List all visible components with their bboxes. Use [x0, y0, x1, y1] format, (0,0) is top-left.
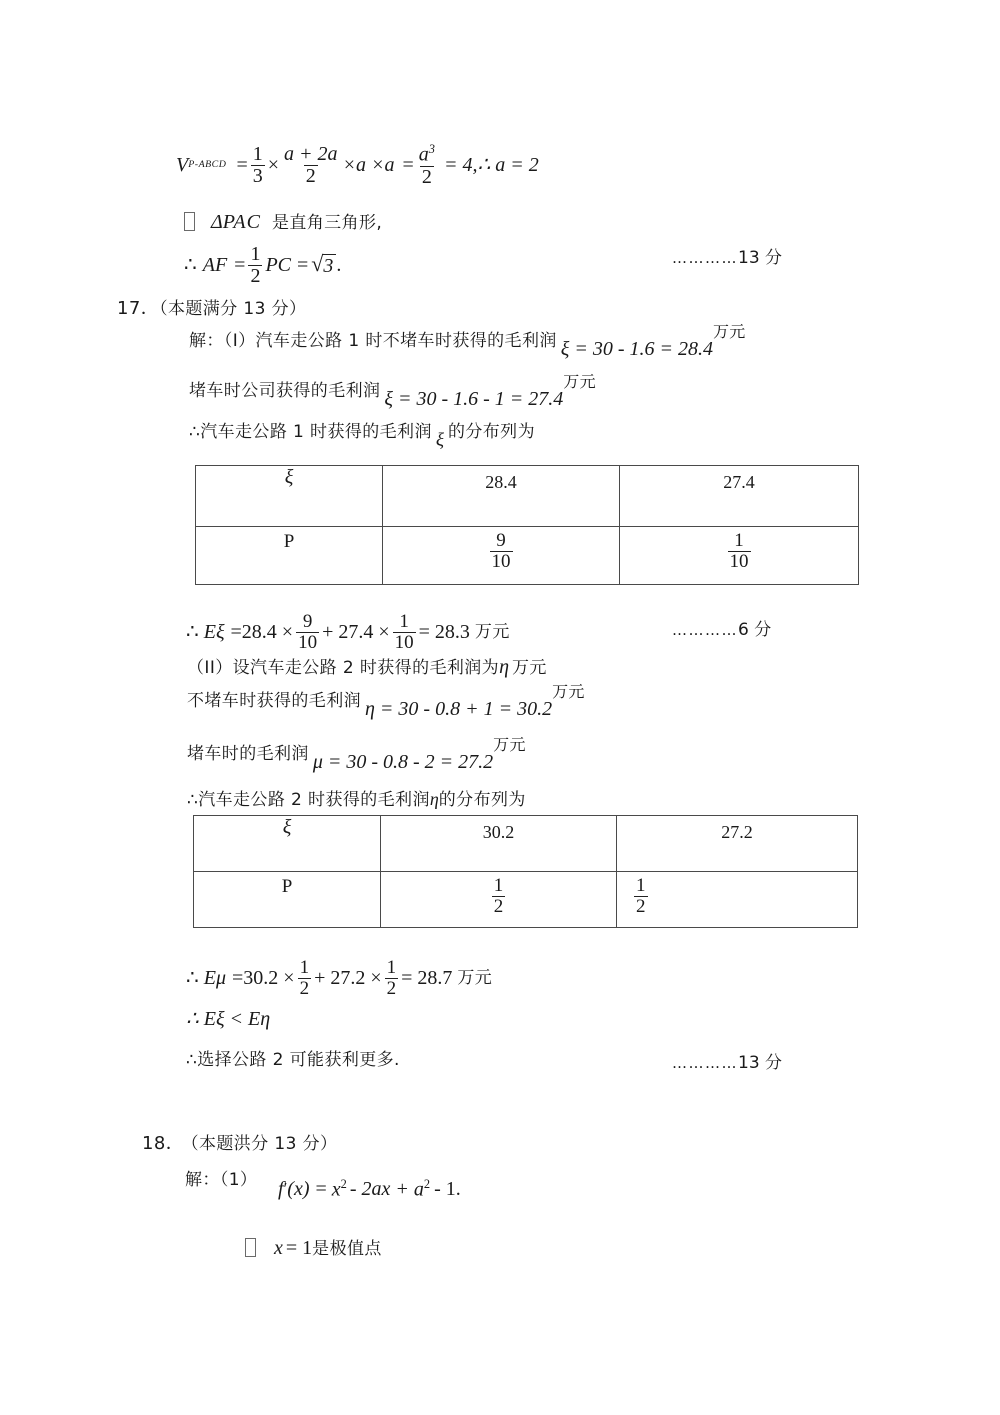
table-row: [196, 527, 859, 585]
table1-row1-cell1: 28.4: [383, 466, 620, 527]
part2-unit: 万元: [512, 658, 547, 678]
fraction-a-cubed-over-2: $\frac{a^3}{2}$: [418, 142, 435, 189]
triangle-symbol: Δ: [211, 211, 223, 233]
fraction-1-2-b: $\frac{1}{2}$: [636, 875, 646, 918]
part-1-label: （I）: [223, 331, 256, 351]
part1-line3-suffix: 的分布列为: [447, 422, 535, 442]
score-value: 6 分: [738, 620, 772, 640]
part2-line1-formula: η = 30 - 0.8 + 1 = 30.2: [365, 698, 553, 720]
derivative-formula: [278, 1178, 461, 1200]
expectation-2-symbol: Eμ: [203, 967, 226, 990]
solution-label-17: 解：: [189, 331, 224, 351]
function-f: f: [278, 1177, 284, 1200]
problem-18-part1: [185, 1172, 257, 1189]
af-rhs-pc: PC: [265, 254, 292, 277]
part2-line3-variable: η: [429, 789, 439, 809]
function-arg: (x): [287, 1177, 310, 1200]
problem-17-part2-line2: [187, 735, 526, 773]
extremum-point-line: [245, 1238, 382, 1258]
problem-17-part2-heading: [187, 657, 547, 677]
fraction-1-10-expect: $\frac{1}{10}$: [394, 611, 414, 654]
part-1-label-18: （1）: [219, 1170, 258, 1190]
fraction-1-2-expect-a: $\frac{1}{2}$: [299, 957, 310, 1000]
therefore-symbol-e1: ∴: [186, 621, 199, 644]
table2-row2-label: P: [194, 872, 381, 928]
expectation-1-formula: [186, 612, 510, 653]
part2-line1-text: 不堵车时获得的毛利润: [187, 691, 361, 711]
therefore-symbol-af: ∴: [184, 254, 197, 277]
expectation-1-equals: =: [230, 621, 242, 644]
problem-17-part2-line3: [187, 790, 526, 809]
volume-formula: [176, 143, 539, 187]
expectation-1-result: = 28.3: [418, 621, 470, 644]
derivative-tail: - 1.: [434, 1177, 461, 1200]
table2-row1-cell1: 30.2: [381, 816, 617, 872]
extremum-variable: x: [274, 1237, 283, 1259]
fraction-1-2-a: $\frac{1}{2}$: [493, 875, 504, 918]
volume-lhs-subscript: P-ABCD: [188, 159, 227, 171]
part2-line2-formula: μ = 30 - 0.8 - 2 = 27.2: [312, 751, 494, 773]
therefore-symbol-line6: ∴: [187, 790, 199, 810]
table-row: [194, 816, 858, 872]
extremum-text: 是极值点: [312, 1239, 382, 1259]
problem-17-part2-line1: [187, 682, 585, 720]
therefore-symbol-e2: ∴: [186, 967, 199, 990]
part2-text: 设汽车走公路 2 时获得的毛利润为: [232, 658, 500, 678]
fraction-9-10-expect: $\frac{9}{10}$: [298, 611, 318, 654]
fraction-9-10: $\frac{9}{10}$: [491, 530, 511, 573]
triangle-label: PAC: [222, 211, 261, 233]
fraction-a-plus-2a-over-2: $\frac{a + 2a}{2}$: [284, 142, 338, 188]
part1-line3-text: 汽车走公路 1 时获得的毛利润: [200, 422, 432, 442]
triangle-statement: 是直角三角形,: [271, 213, 383, 233]
score-marker-13-bottom: [672, 1055, 782, 1072]
distribution-table-2: [193, 815, 858, 928]
problem-17-heading: [117, 300, 306, 318]
expectation-1-symbol: Eξ: [203, 621, 225, 644]
derivative-a-term: $a^2$: [413, 1177, 431, 1201]
problem-17-part1-line2: [189, 372, 596, 410]
part1-line2-formula: ξ = 30 - 1.6 - 1 = 27.4: [384, 388, 564, 410]
part1-line1-unit: 万元: [712, 322, 746, 341]
x-exponent-2: 2: [340, 1177, 347, 1191]
expectation-2-term-a: 30.2 ×: [243, 967, 295, 990]
part2-line3-text: 汽车走公路 2 时获得的毛利润: [198, 790, 430, 810]
table2-row1-cell2: 27.2: [617, 816, 858, 872]
extremum-equals-1: = 1: [285, 1237, 313, 1259]
part1-line2-unit: 万元: [563, 372, 596, 391]
fraction-one-third: $\frac{1}{3}$: [252, 142, 263, 188]
prime-symbol: ′: [283, 1179, 288, 1199]
derivative-x-term: $x^2$: [331, 1177, 347, 1201]
part1-line1-formula: ξ = 30 - 1.6 = 28.4: [560, 338, 713, 360]
score-value: 13 分: [738, 248, 783, 268]
expectation-2-unit: 万元: [457, 967, 493, 988]
fraction-1-10: $\frac{1}{10}$: [729, 530, 749, 573]
solution-label-18: 解：: [185, 1170, 220, 1190]
expectation-1-unit: 万元: [474, 621, 510, 642]
expectation-2-equals: =: [232, 967, 244, 990]
part2-line3-suffix: 的分布列为: [438, 790, 526, 810]
part2-line2-unit: 万元: [493, 735, 526, 754]
problem-17-title: （本题满分 13 分）: [159, 299, 307, 319]
af-period: .: [336, 254, 342, 277]
score-marker-13-top: [672, 250, 782, 267]
conclusion-text: 选择公路 2 可能获利更多.: [197, 1050, 400, 1070]
expectation-2-result: = 28.7: [401, 967, 453, 990]
af-lhs: AF: [202, 254, 228, 277]
problem-17-part1-line1: [189, 322, 746, 360]
expectation-2-term-b: + 27.2 ×: [314, 967, 382, 990]
af-formula: [184, 244, 341, 287]
derivative-middle-term: - 2ax +: [349, 1177, 409, 1200]
therefore-symbol-line3: ∴: [189, 422, 201, 442]
expectation-2-formula: [186, 958, 492, 999]
distribution-table-1: [195, 465, 859, 585]
table1-row2-cell1: [383, 527, 620, 585]
problem-18-number: 18．: [142, 1133, 185, 1154]
part2-line1-unit: 万元: [552, 682, 585, 701]
expectation-1-term-b: + 27.4 ×: [322, 621, 390, 644]
part-2-label: （II）: [187, 658, 233, 678]
table1-row1-label: ξ: [196, 466, 383, 527]
missing-glyph-box-icon: [245, 1238, 256, 1257]
missing-glyph-box-icon: [184, 212, 195, 231]
right-triangle-line: [184, 212, 382, 232]
af-equals: =: [234, 254, 246, 277]
table2-row2-cell2: [617, 872, 858, 928]
times-operator-1: ×: [267, 154, 279, 177]
part1-line1-text: 汽车走公路 1 时不堵车时获得的毛利润: [255, 331, 557, 351]
square-root-icon: √ 3: [311, 254, 336, 276]
volume-equals-1: =: [236, 154, 248, 177]
problem-17-conclusion: [186, 1052, 400, 1069]
expectation-comparison: ∴ Eξ < Eη: [186, 1008, 271, 1030]
volume-equals-2: =: [402, 154, 414, 177]
table2-row1-label: ξ: [194, 816, 381, 872]
problem-17-part1-line3: [189, 422, 535, 451]
derivative-equals: =: [315, 1177, 327, 1200]
table1-row1-cell2: 27.4: [620, 466, 859, 527]
table1-row2-cell2: [620, 527, 859, 585]
volume-lhs: V: [176, 154, 189, 177]
table-row: [194, 872, 858, 928]
af-equals-2: =: [297, 254, 309, 277]
problem-18-heading: [142, 1135, 337, 1153]
score-leader-dots: …………: [672, 249, 738, 267]
score-leader-dots: …………: [672, 1054, 738, 1072]
score-value: 13 分: [738, 1053, 783, 1073]
a-exponent-2: 2: [423, 1177, 431, 1191]
times-operator-2: ×a ×a: [342, 154, 395, 177]
part2-variable-eta: η: [499, 656, 509, 678]
score-leader-dots: …………: [672, 621, 738, 639]
part1-line3-variable: ξ: [435, 430, 444, 451]
part2-line2-text: 堵车时的毛利润: [187, 744, 309, 764]
table2-row2-cell1: [381, 872, 617, 928]
fraction-one-half-af: $\frac{1}{2}$: [250, 243, 261, 288]
expectation-1-term-a: 28.4 ×: [241, 621, 294, 644]
part1-line2-text: 堵车时公司获得的毛利润: [189, 381, 381, 401]
problem-17-number: 17．: [117, 298, 160, 319]
score-marker-6: [672, 622, 771, 639]
therefore-symbol-conclusion: ∴: [186, 1050, 198, 1070]
table-row: [196, 466, 859, 527]
volume-tail: = 4,∴ a = 2: [443, 154, 539, 177]
problem-18-title: （本题洪分 13 分）: [190, 1134, 338, 1154]
a-exponent-3: 3: [428, 142, 435, 156]
fraction-1-2-expect-b: $\frac{1}{2}$: [386, 957, 397, 1000]
table1-row2-label: P: [196, 527, 383, 585]
